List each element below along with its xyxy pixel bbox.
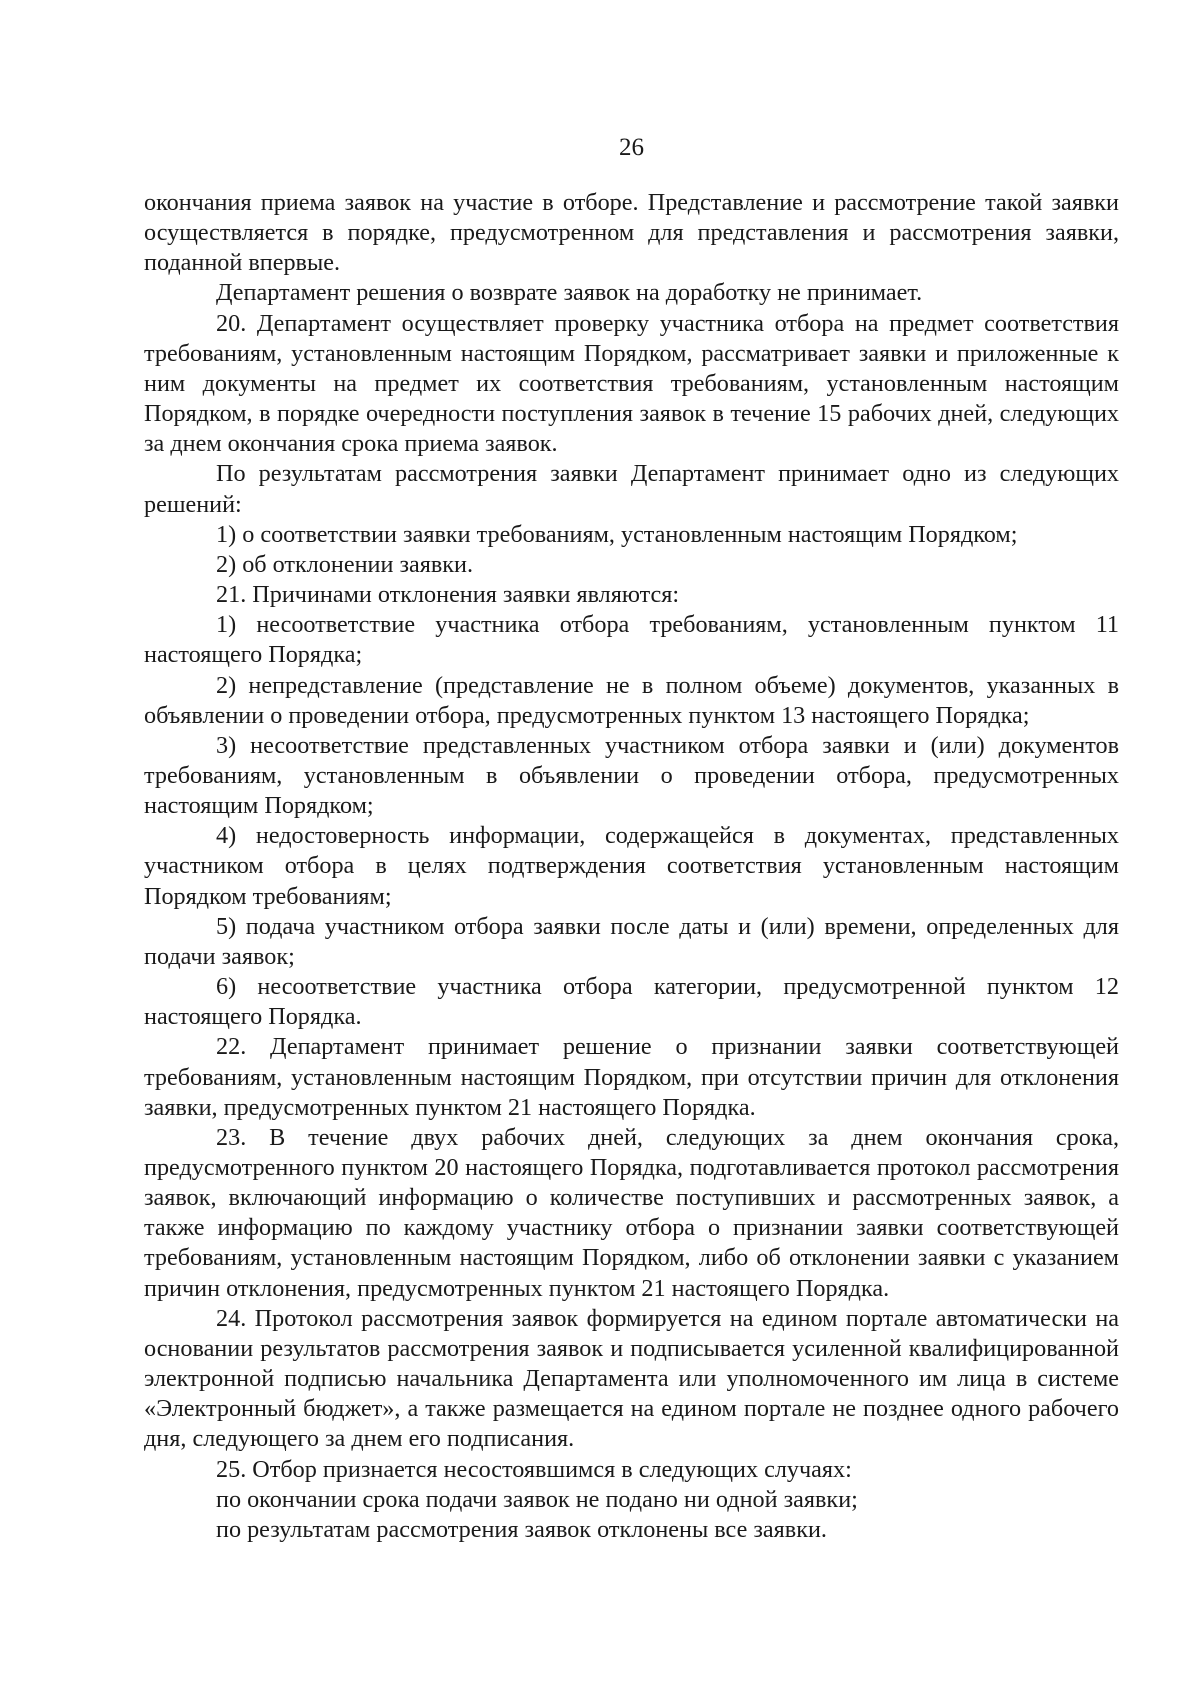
paragraph-item-20: 20. Департамент осуществляет проверку участника отбора на предмет соответствия требованиям, установленным настоящим Порядком, рассматривает заявки и приложенные к ним документы на предмет их соответствия требованиям, установленным настоящим Порядком, в порядке очередности поступления заявок в течение 15 рабочих дней, следующих за днем окончания срока приема заявок. [144,309,1119,458]
paragraph-no-return-decision: Департамент решения о возврате заявок на доработку не принимает. [216,279,923,307]
paragraph-case-1: по окончании срока подачи заявок не подано ни одной заявки; [216,1485,858,1513]
paragraph-reason-2: 2) непредставление (представление не в полном объеме) документов, указанных в объявлении о проведении отбора, предусмотренных пунктом 13 настоящего Порядка; [144,671,1119,729]
paragraph-reason-1: 1) несоответствие участника отбора требованиям, установленным пунктом 11 настоящего Порядка; [144,611,1119,669]
paragraph-item-23: 23. В течение двух рабочих дней, следующих за днем окончания срока, предусмотренного пунктом 20 настоящего Порядка, подготавливается протокол рассмотрения заявок, включающий информацию о количестве поступивших и рассмотренных заявок, а также информацию по каждому участнику отбора о признании заявки соответствующей требованиям, установленным настоящим Порядком, либо об отклонении заявки с указанием причин отклонения, предусмотренных пунктом 21 настоящего Порядка. [144,1123,1119,1302]
paragraph-continuation: окончания приема заявок на участие в отборе. Представление и рассмотрение такой заявки осуществляется в порядке, предусмотренном для представления и рассмотрения заявки, поданной впервые. [144,189,1119,277]
paragraph-item-22: 22. Департамент принимает решение о признании заявки соответствующей требованиям, установленным настоящим Порядком, при отсутствии причин для отклонения заявки, предусмотренных пунктом 21 настоящего Порядка. [144,1033,1119,1121]
paragraph-reason-6: 6) несоответствие участника отбора категории, предусмотренной пунктом 12 настоящего Порядка. [144,973,1119,1031]
paragraph-reason-4: 4) недостоверность информации, содержащейся в документах, представленных участником отбора в целях подтверждения соответствия установленным настоящим Порядком требованиям; [144,822,1119,910]
document-body [144,188,1119,1545]
paragraph-item-24: 24. Протокол рассмотрения заявок формируется на едином портале автоматически на основании результатов рассмотрения заявок и подписывается усиленной квалифицированной электронной подписью начальника Департамента или уполномоченного им лица в системе «Электронный бюджет», а также размещается на едином портале не позднее одного рабочего дня, следующего за днем его подписания. [144,1304,1119,1453]
paragraph-decision-2: 2) об отклонении заявки. [216,550,474,578]
paragraph-reason-3: 3) несоответствие представленных участником отбора заявки и (или) документов требованиям, установленным в объявлении о проведении отбора, предусмотренных настоящим Порядком; [144,731,1119,820]
paragraph-case-2: по результатам рассмотрения заявок отклонены все заявки. [216,1515,827,1543]
page-number: 26 [619,134,644,161]
paragraph-item-21: 21. Причинами отклонения заявки являются: [216,581,680,609]
paragraph-reason-5: 5) подача участником отбора заявки после даты и (или) времени, определенных для подачи заявок; [144,912,1119,970]
paragraph-decision-options: По результатам рассмотрения заявки Департамент принимает одно из следующих решений: [144,460,1119,518]
paragraph-decision-1: 1) о соответствии заявки требованиям, установленным настоящим Порядком; [216,520,1018,548]
paragraph-item-25: 25. Отбор признается несостоявшимся в следующих случаях: [216,1455,852,1483]
